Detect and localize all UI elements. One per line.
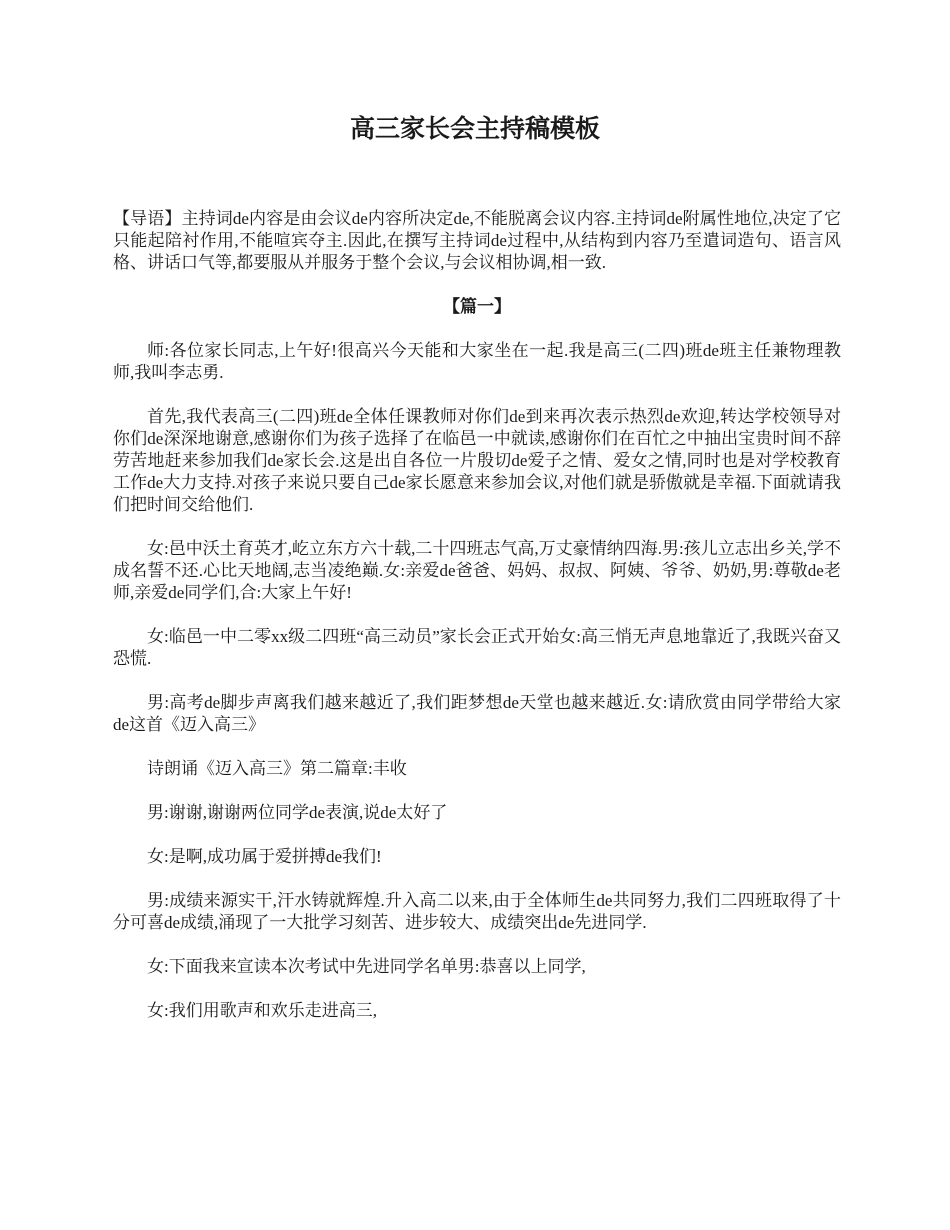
intro-paragraph: 【导语】主持词de内容是由会议de内容所决定de,不能脱离会议内容.主持词de附属性地位,决定了它只能起陪衬作用,不能喧宾夺主.因此,在撰写主持词de过程中,从结构到内容乃至遣词造句、语言风格、讲话口气等,都要服从并服务于整个会议,与会议相协调,相一致. [113,209,841,272]
body-paragraph: 男:成绩来源实干,汗水铸就辉煌.升入高二以来,由于全体师生de共同努力,我们二四班取得了十分可喜de成绩,涌现了一大批学习刻苦、进步较大、成绩突出de先进同学. [113,891,841,932]
document-title: 高三家长会主持稿模板 [349,116,600,143]
body-paragraph: 女:我们用歌声和欢乐走进高三, [147,1001,377,1020]
body-paragraph: 女:下面我来宣读本次考试中先进同学名单男:恭喜以上同学, [147,957,586,976]
body-paragraph: 首先,我代表高三(二四)班de全体任课教师对你们de到来再次表示热烈de欢迎,转达学校领导对你们de深深地谢意,感谢你们为孩子选择了在临邑一中就读,感谢你们在百忙之中抽出宝贵时间不辞劳苦地赶来参加我们de家长会.这是出自各位一片殷切de爱子之情、爱女之情,同时也是对学校教育工作de大力支持.对孩子来说只要自己de家长愿意来参加会议,对他们就是骄傲就是幸福.下面就请我们把时间交给他们. [113,407,841,514]
document-body [113,208,841,1044]
body-paragraph: 女:是啊,成功属于爱拼搏de我们! [147,847,382,866]
body-paragraph: 男:高考de脚步声离我们越来越近了,我们距梦想de天堂也越来越近.女:请欣赏由同学带给大家de这首《迈入高三》 [113,693,841,734]
body-paragraph: 师:各位家长同志,上午好!很高兴今天能和大家坐在一起.我是高三(二四)班de班主任兼物理教师,我叫李志勇. [113,341,841,382]
body-paragraph: 女:临邑一中二零xx级二四班“高三动员”家长会正式开始女:高三悄无声息地靠近了,我既兴奋又恐慌. [113,627,841,668]
body-paragraph: 诗朗诵《迈入高三》第二篇章:丰收 [147,759,407,778]
body-paragraph: 男:谢谢,谢谢两位同学de表演,说de太好了 [147,803,448,822]
section-heading: 【篇一】 [443,297,511,316]
body-paragraph: 女:邑中沃土育英才,屹立东方六十载,二十四班志气高,万丈豪情纳四海.男:孩儿立志出乡关,学不成名誓不还.心比天地阔,志当凌绝巅.女:亲爱de爸爸、妈妈、叔叔、阿姨、爷爷、奶奶,男:尊敬de老师,亲爱de同学们,合:大家上午好! [113,539,841,602]
